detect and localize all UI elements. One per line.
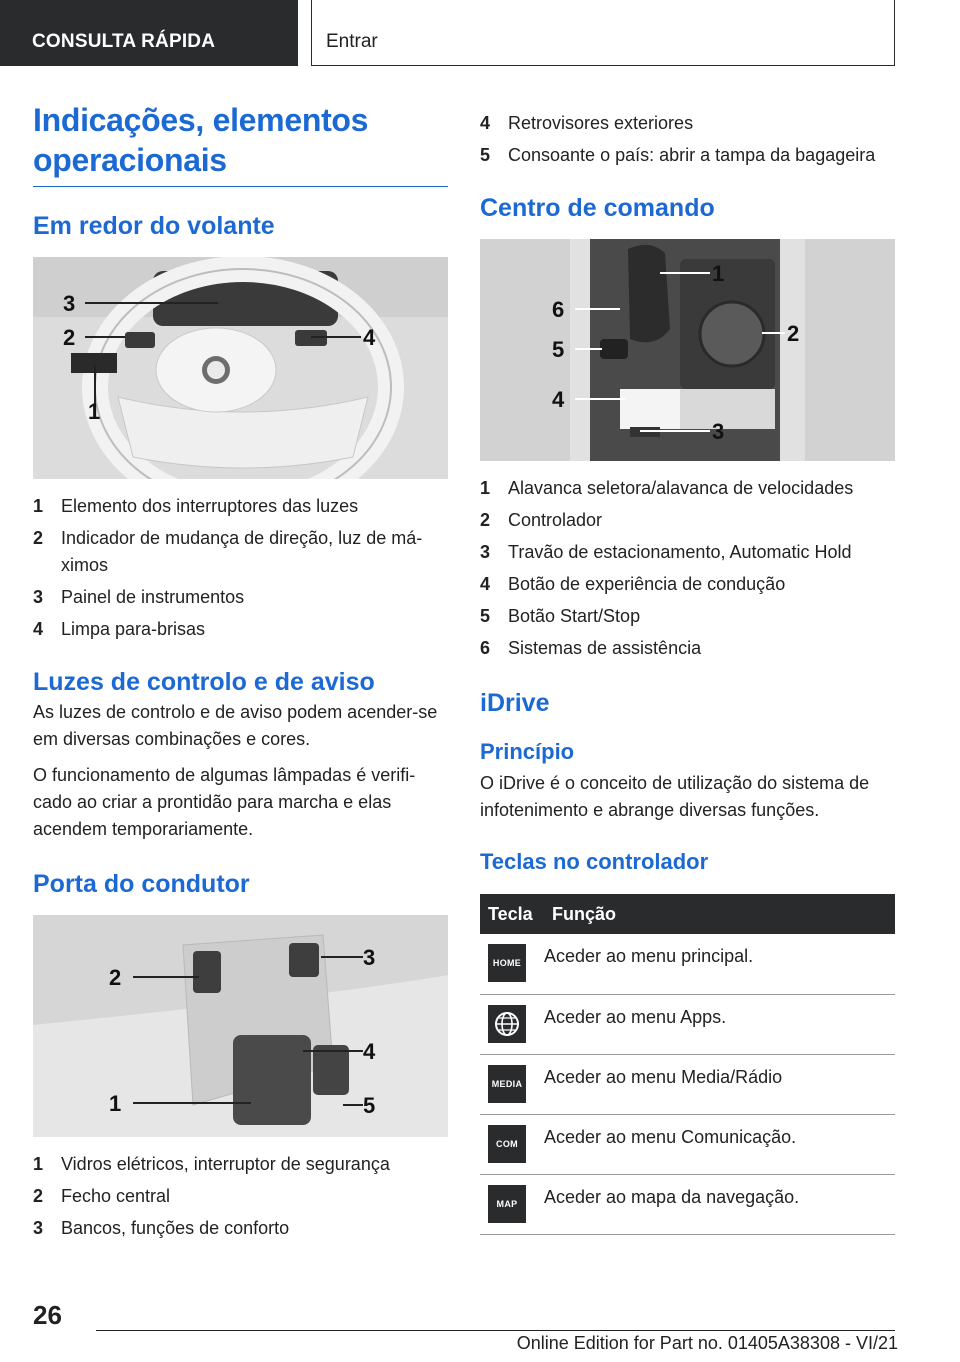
callout-1: 1 (88, 399, 101, 424)
list-item: 1 Elemento dos interruptores das luzes (33, 496, 359, 516)
table-row (480, 994, 895, 1054)
callout-3: 3 (63, 291, 76, 316)
column-header-key: Tecla (480, 894, 544, 934)
list-item: 4 Retrovisores exteriores (480, 113, 694, 133)
table-row (480, 934, 895, 994)
controller-keys-table (480, 894, 895, 1235)
steering-wheel-illustration (33, 257, 448, 479)
table-row (480, 1174, 895, 1234)
control-center-heading: Centro de comando (480, 194, 715, 222)
callout-4: 4 (363, 325, 376, 350)
com-key-icon: COM (488, 1125, 526, 1163)
list-item: 2 Controlador (480, 510, 603, 530)
right-column (480, 100, 895, 1235)
list-item: 3 Travão de estacionamento, Automatic Hold (480, 542, 852, 562)
footer-divider (96, 1330, 895, 1331)
callout-3: 3 (712, 419, 725, 444)
home-key-icon: HOME (488, 944, 526, 982)
list-item: 3 Painel de instrumentos (33, 587, 245, 607)
driver-door-illustration (33, 915, 448, 1137)
table-row (480, 1054, 895, 1114)
table-cell: Aceder ao mapa da navegação. (544, 1174, 895, 1234)
driver-door-photo (33, 915, 448, 1137)
control-center-photo (480, 239, 895, 461)
callout-2: 2 (787, 321, 800, 346)
callout-3: 3 (363, 945, 376, 970)
callout-5: 5 (552, 337, 565, 362)
callout-6: 6 (552, 297, 565, 322)
steering-heading: Em redor do volante (33, 212, 275, 240)
driver-door-legend (33, 1151, 448, 1242)
driver-door-legend-continued (480, 110, 895, 169)
column-header-function: Função (544, 894, 895, 934)
callout-1: 1 (712, 261, 725, 286)
page-number: 26 (33, 1300, 62, 1330)
list-item: 5 Consoante o país: abrir a tampa da bagageira (480, 145, 876, 165)
list-item: 4 Limpa para-brisas (33, 619, 206, 639)
control-center-illustration (480, 239, 895, 461)
warning-paragraph-2: O funcionamento de algumas lâmpadas é verificado ao criar a prontidão para marcha e elas acendem temporariamente. (33, 765, 416, 839)
list-item: 6 Sistemas de assistência (480, 638, 702, 658)
steering-wheel-photo (33, 257, 448, 479)
controller-keys-heading: Teclas no controlador (480, 849, 709, 874)
table-row (480, 1114, 895, 1174)
list-item: 2 Indicador de mudança de direção, luz de máximos (33, 528, 423, 575)
steering-legend (33, 493, 448, 643)
principle-paragraph: O iDrive é o conceito de utilização do sistema de infotenimento e abrange diversas funções. (480, 773, 870, 820)
callout-1: 1 (109, 1091, 122, 1116)
callout-4: 4 (552, 387, 565, 412)
callout-4: 4 (363, 1039, 376, 1064)
callout-2: 2 (109, 965, 122, 990)
list-item: 3 Bancos, funções de conforto (33, 1218, 290, 1238)
warning-paragraph-1: As luzes de controlo e de aviso podem acender-se em diversas combinações e cores. (33, 702, 438, 749)
topic-tab[interactable]: Entrar (311, 0, 895, 66)
callout-2: 2 (63, 325, 76, 350)
warning-lights-heading: Luzes de controlo e de aviso (33, 668, 375, 696)
table-header-row (480, 894, 895, 934)
media-key-icon: MEDIA (488, 1065, 526, 1103)
callout-5: 5 (363, 1093, 376, 1118)
idrive-heading: iDrive (480, 689, 550, 717)
left-column (33, 100, 448, 1247)
page-title: Indicações, elementos operacionais (33, 100, 448, 187)
list-item: 1 Vidros elétricos, interruptor de segurança (33, 1154, 390, 1174)
list-item: 2 Fecho central (33, 1186, 171, 1206)
table-cell: Aceder ao menu Apps. (544, 994, 895, 1054)
table-cell: Aceder ao menu Comunicação. (544, 1114, 895, 1174)
list-item: 4 Botão de experiência de condução (480, 574, 786, 594)
map-key-icon: MAP (488, 1185, 526, 1223)
section-tab[interactable]: CONSULTA RÁPIDA (0, 0, 298, 66)
edition-footer: Online Edition for Part no. 01405A38308 - VI/21 (516, 1333, 898, 1353)
apps-globe-key-icon (488, 1005, 526, 1043)
list-item: 5 Botão Start/Stop (480, 606, 641, 626)
control-center-legend (480, 475, 895, 662)
principle-heading: Princípio (480, 739, 575, 764)
table-cell: Aceder ao menu Media/Rádio (544, 1054, 895, 1114)
list-item: 1 Alavanca seletora/alavanca de velocidades (480, 478, 854, 498)
table-cell: Aceder ao menu principal. (544, 934, 895, 994)
driver-door-heading: Porta do condutor (33, 870, 250, 898)
